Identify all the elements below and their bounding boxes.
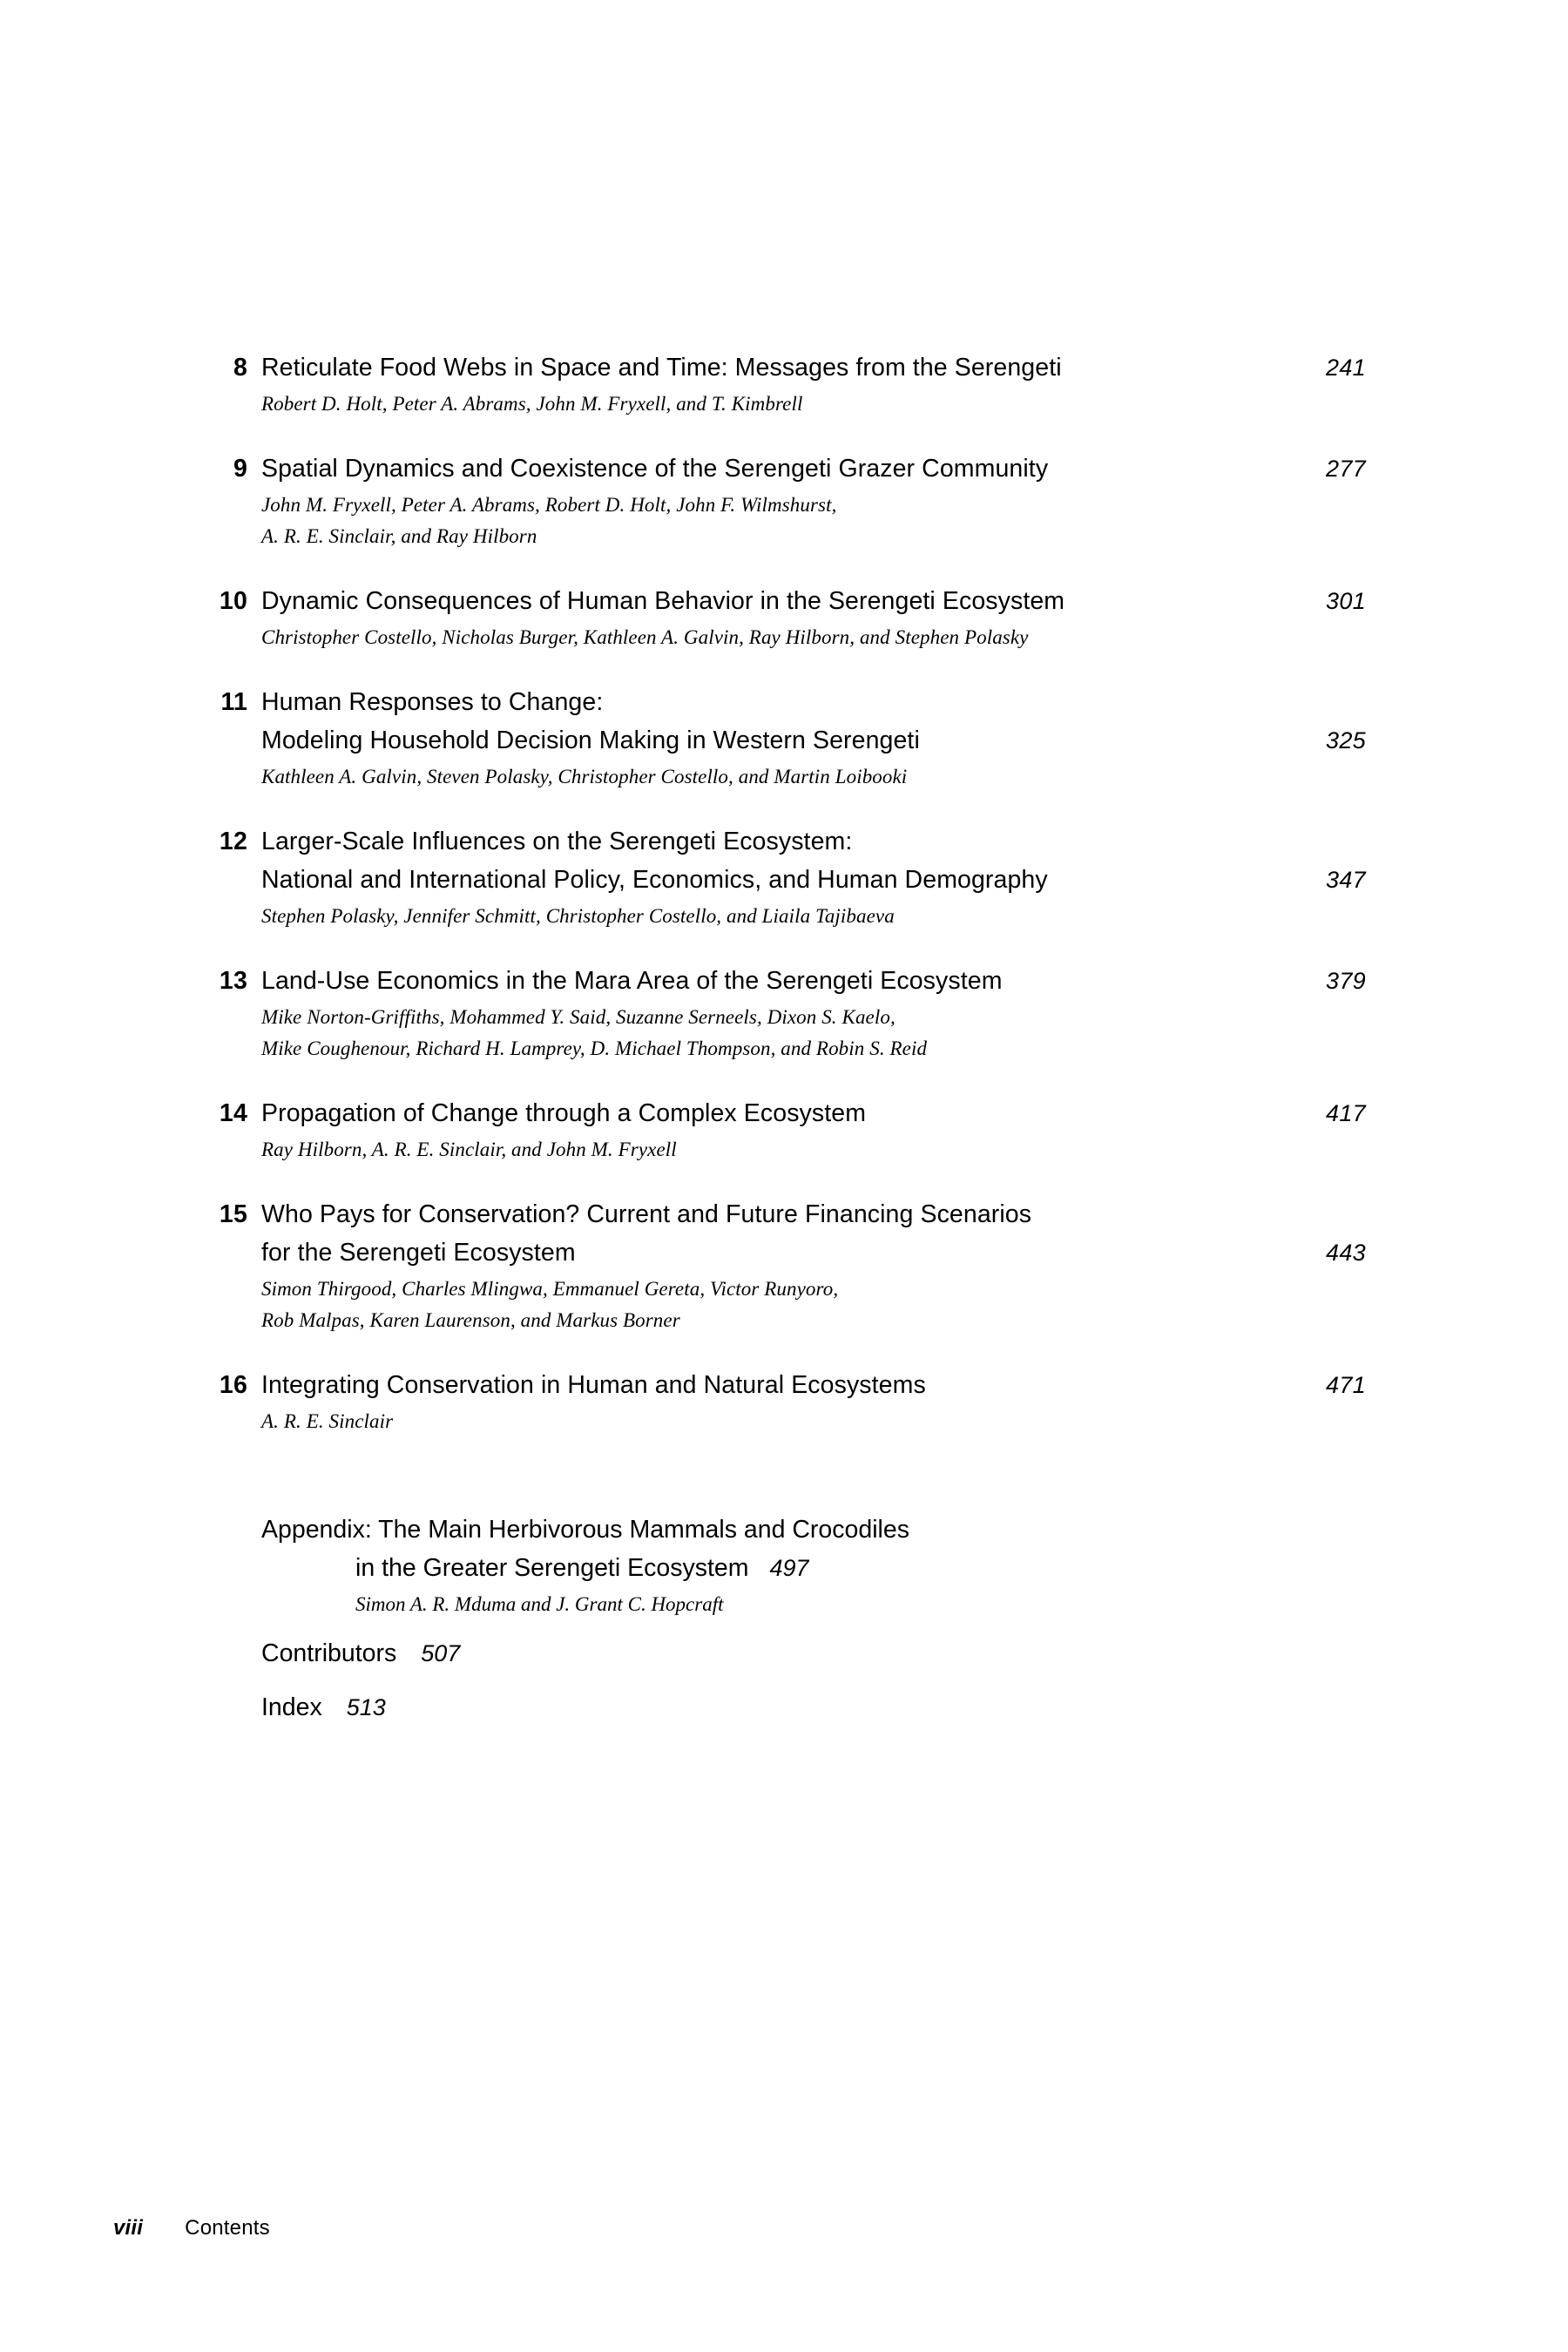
chapter-page-number: 241 [1326, 355, 1366, 381]
toc-entry-line [199, 1233, 1366, 1272]
chapter-page-number: 379 [1326, 968, 1366, 994]
toc-entry[interactable] [199, 582, 1366, 653]
chapter-title-cont: Modeling Household Decision Making in Western Serengeti [261, 727, 920, 754]
author-line: A. R. E. Sinclair [261, 1410, 394, 1432]
chapter-title: Integrating Conservation in Human and Natural Ecosystems [261, 1371, 926, 1399]
chapter-number: 12 [219, 828, 247, 855]
author-line: Christopher Costello, Nicholas Burger, Kathleen A. Galvin, Ray Hilborn, and Stephen Polasky [261, 626, 1029, 648]
appendix-entry[interactable] [199, 1511, 1366, 1620]
chapter-number: 11 [220, 688, 247, 716]
author-line: A. R. E. Sinclair, and Ray Hilborn [261, 525, 537, 547]
chapter-page-number: 471 [1326, 1372, 1366, 1398]
toc-entry-line [199, 1366, 1366, 1404]
chapter-number: 16 [219, 1371, 247, 1399]
author-line: Mike Coughenour, Richard H. Lamprey, D. Michael Thompson, and Robin S. Reid [261, 1037, 928, 1059]
toc-entry-line [199, 1195, 1366, 1233]
contributors-entry[interactable] [261, 1632, 1366, 1674]
appendix-title-line1: Appendix: The Main Herbivorous Mammals and Crocodiles [261, 1516, 909, 1544]
author-line: Stephen Polasky, Jennifer Schmitt, Christopher Costello, and Liaila Tajibaeva [261, 905, 895, 927]
toc-entry-line [199, 683, 1366, 721]
back-matter [199, 1511, 1366, 1728]
author-line: Ray Hilborn, A. R. E. Sinclair, and John M. Fryxell [261, 1139, 677, 1160]
toc-entry[interactable] [199, 449, 1366, 552]
chapter-authors [261, 622, 1314, 653]
chapter-authors [261, 1002, 1314, 1064]
chapter-title: Dynamic Consequences of Human Behavior in the Serengeti Ecosystem [261, 587, 1065, 615]
toc-entry-line [199, 861, 1366, 899]
chapter-number: 8 [233, 354, 247, 382]
table-of-contents [199, 348, 1366, 1728]
chapter-page-number: 443 [1326, 1240, 1366, 1266]
toc-entry-line [199, 1094, 1366, 1132]
appendix-title [261, 1511, 1366, 1587]
author-line: Mike Norton-Griffiths, Mohammed Y. Said, Suzanne Serneels, Dixon S. Kaelo, [261, 1006, 896, 1028]
author-line: Kathleen A. Galvin, Steven Polasky, Christopher Costello, and Martin Loibooki [261, 766, 908, 787]
chapter-title: Propagation of Change through a Complex Ecosystem [261, 1099, 867, 1127]
chapter-title: Spatial Dynamics and Coexistence of the Serengeti Grazer Community [261, 455, 1049, 483]
chapter-authors [261, 901, 1314, 932]
appendix-page-number: 497 [769, 1555, 809, 1581]
running-head-label: Contents [185, 2216, 270, 2240]
chapter-authors [261, 490, 1314, 552]
chapter-title-cont: National and International Policy, Economics, and Human Demography [261, 866, 1048, 894]
folio-number: viii [113, 2216, 144, 2240]
toc-entry[interactable] [199, 348, 1366, 420]
chapter-authors [261, 1406, 1314, 1437]
chapter-title: Reticulate Food Webs in Space and Time: Messages from the Serengeti [261, 354, 1062, 382]
toc-entry-line [199, 962, 1366, 1000]
toc-entry[interactable] [199, 683, 1366, 793]
chapter-title: Larger-Scale Influences on the Serengeti Ecosystem: [261, 828, 853, 855]
author-line: Robert D. Holt, Peter A. Abrams, John M. Fryxell, and T. Kimbrell [261, 393, 803, 415]
chapter-page-number: 277 [1326, 456, 1366, 482]
chapter-number: 14 [219, 1099, 247, 1127]
chapter-number: 15 [219, 1200, 247, 1228]
chapter-title: Land-Use Economics in the Mara Area of the Serengeti Ecosystem [261, 967, 1003, 995]
toc-entry[interactable] [199, 1094, 1366, 1166]
chapter-page-number: 325 [1326, 727, 1366, 754]
chapter-page-number: 347 [1326, 867, 1366, 893]
index-entry[interactable] [261, 1686, 1366, 1728]
chapter-authors [261, 389, 1314, 420]
toc-entry-line [199, 822, 1366, 861]
toc-entry-line [199, 348, 1366, 387]
appendix-title-line2-text: in the Greater Serengeti Ecosystem [355, 1554, 749, 1582]
toc-entry[interactable] [199, 822, 1366, 932]
page-footer [113, 2216, 270, 2240]
toc-entry[interactable] [199, 962, 1366, 1064]
chapter-number: 9 [233, 455, 247, 483]
appendix-authors: Simon A. R. Mduma and J. Grant C. Hopcraft [355, 1593, 724, 1615]
chapter-page-number: 301 [1326, 588, 1366, 614]
chapter-title: Human Responses to Change: [261, 688, 604, 716]
toc-entry-line [199, 582, 1366, 620]
chapter-authors [261, 1134, 1314, 1166]
chapter-title-cont: for the Serengeti Ecosystem [261, 1239, 576, 1267]
index-page-number: 513 [346, 1694, 386, 1720]
chapter-authors [261, 761, 1314, 793]
appendix-title-line2 [355, 1549, 1366, 1587]
chapter-page-number: 417 [1326, 1100, 1366, 1126]
contributors-page-number: 507 [421, 1640, 461, 1666]
toc-entry[interactable] [199, 1366, 1366, 1437]
author-line: Rob Malpas, Karen Laurenson, and Markus Borner [261, 1309, 680, 1331]
toc-entry-line [199, 449, 1366, 488]
author-line: Simon Thirgood, Charles Mlingwa, Emmanuel Gereta, Victor Runyoro, [261, 1278, 839, 1300]
author-line: John M. Fryxell, Peter A. Abrams, Robert D. Holt, John F. Wilmshurst, [261, 494, 837, 516]
toc-entry[interactable] [199, 1195, 1366, 1336]
chapter-authors [261, 1274, 1314, 1336]
chapter-number: 13 [219, 967, 247, 995]
index-label: Index [261, 1693, 322, 1721]
contributors-label: Contributors [261, 1639, 397, 1667]
toc-entry-line [199, 721, 1366, 760]
chapter-title: Who Pays for Conservation? Current and Future Financing Scenarios [261, 1200, 1032, 1228]
chapter-number: 10 [219, 587, 247, 615]
